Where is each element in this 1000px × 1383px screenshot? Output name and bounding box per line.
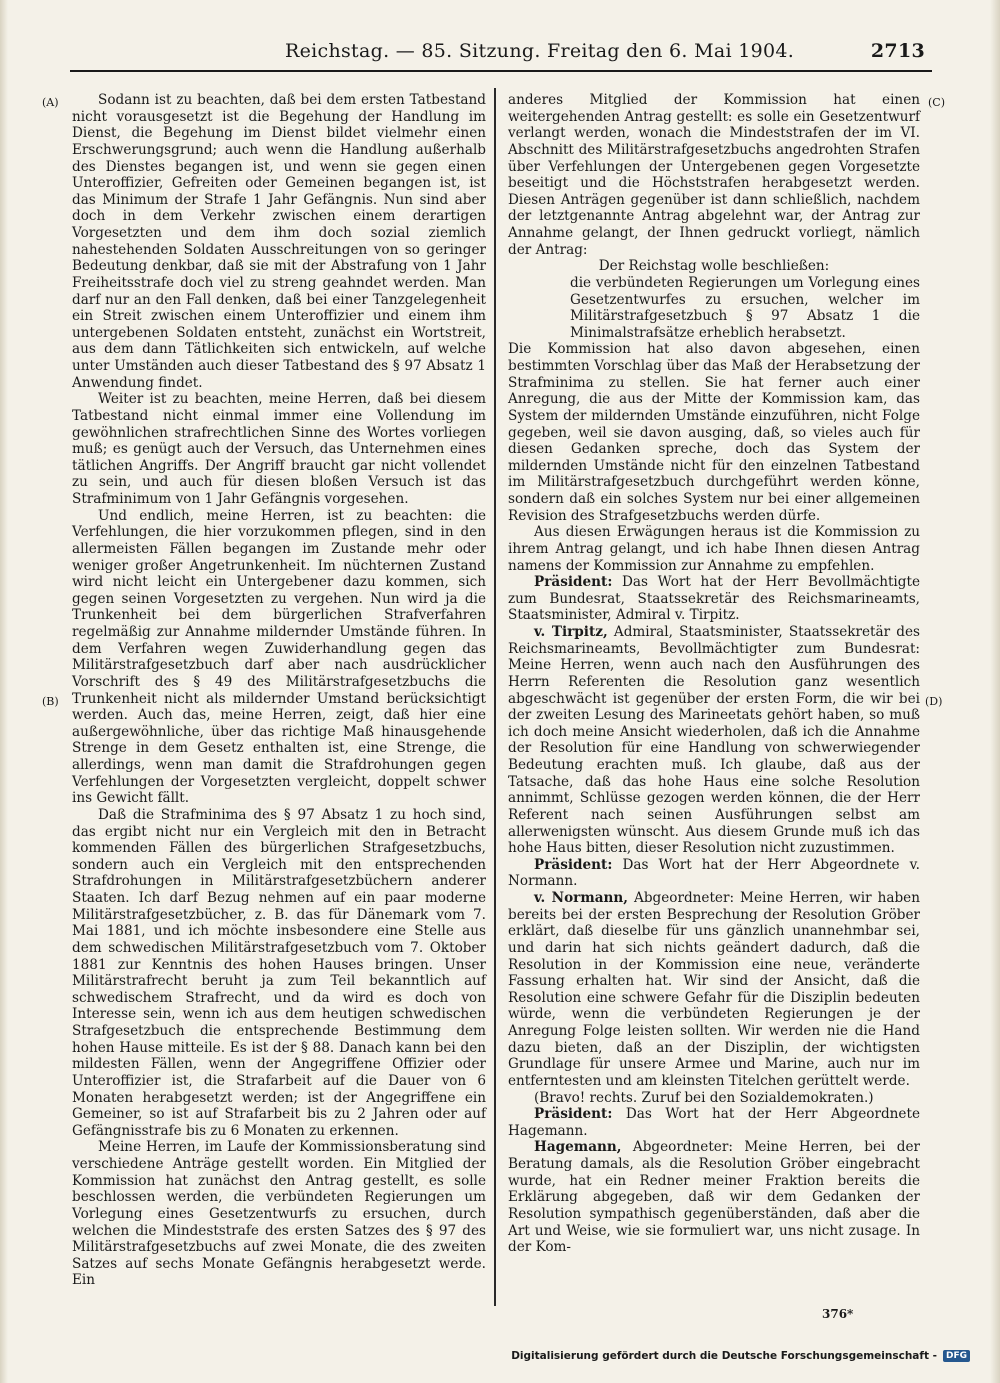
header-rule (70, 70, 932, 72)
paragraph: anderes Mitglied der Kommission hat einen weitergehenden Antrag gestellt: es solle ein Gesetzentwurf verlangt werden, wonach die Mindeststrafen der im VI. Abschnitt des Militärstrafgesetzbuchs angedrohten Strafen über Verfehlungen der Untergebenen gegen Vorgesetzte beseitigt und die Höchststrafen herabgesetzt werden. Diesen Anträgen gegenüber ist dann schließlich, nachdem der letztgenannte Antrag abgelehnt war, der Antrag zur Annahme gelangt, der Ihnen gedruckt vorliegt, nämlich der Antrag: (508, 92, 920, 258)
speaker-name: Präsident: (534, 1106, 613, 1123)
scan-edge-left (0, 0, 8, 1383)
margin-marker-c: (C) (928, 96, 945, 109)
footer (511, 1350, 970, 1362)
paragraph: Daß die Strafminima des § 97 Absatz 1 zu hoch sind, das ergibt nicht nur ein Vergleich mit den in Betracht kommenden Fällen des bürgerlichen Strafgesetzbuchs, sondern auch ein Vergleich mit den entsprechenden Strafdrohungen in Militärstrafgesetzbüchern anderer Staaten. Ich darf Bezug nehmen auf ein paar moderne Militärstrafgesetzbücher, z. B. das für Dänemark vom 7. Mai 1881, und ich möchte insbesondere eine Stelle aus dem schwedischen Militärstrafgesetzbuch vom 7. Oktober 1881 zur Kenntnis des hohen Hauses bringen. Unser Militärstrafrecht beruht ja zum Teil bekanntlich auf schwedischem Strafrecht, und da wird es doch von Interesse sein, wenn ich aus dem heutigen schwedischen Strafgesetzbuch die entsprechende Bestimmung dem hohen Hause mitteile. Es ist der § 88. Danach kann bei den mildesten Fällen, wenn der Angegriffene Offizier oder Unteroffizier ist, die Strafarbeit auf die Dauer von 6 Monaten herabgesetzt werden; ist der Angegriffene ein Gemeiner, so ist auf Strafarbeit bis zu 2 Jahren oder auf Gefängnisstrafe bis zu 6 Monaten zu erkennen. (72, 806, 486, 1139)
paragraph: Die Kommission hat also davon abgesehen, einen bestimmten Vorschlag über das Maß der Herabsetzung der Strafminima zu stellen. Sie hat ferner auch einer Anregung, die aus der Mitte der Kommission kam, das System der mildernden Umstände einzuführen, nicht Folge gegeben, weil sie davon ausging, daß, so vieles auch für diesen Gedanken spreche, doch das System der mildernden Umstände nicht für den einzelnen Tatbestand im Militärstrafgesetzbuch durchgeführt werden könne, sondern daß ein solches System nur bei einer allgemeinen Revision des Strafgesetzbuchs werden dürfe. (508, 341, 920, 524)
speech-text: Das Wort hat der Herr Abgeordnete Hagemann. (508, 1106, 920, 1139)
paragraph: Meine Herren, im Laufe der Kommissionsberatung sind verschiedene Anträge gestellt worden. Ein Mitglied der Kommission hat zunächst den Antrag gestellt, es solle beschlossen werden, die verbündeten Regierungen um Vorlegung eines Gesetzentwurfs zu ersuchen, durch welchen die Mindeststrafe des ersten Satzes des § 97 des Militärstrafgesetzbuchs auf zwei Monate, die des zweiten Satzes auf sechs Monate Gefängnis herabgesetzt werde. Ein (72, 1139, 486, 1289)
speech-text: Abgeordneter: Meine Herren, wir haben bereits bei der ersten Besprechung der Resolution Gröber erklärt, daß dieselbe für uns gänzlich unannehmbar sei, und darin hat sich nichts geändert dadurch, daß die Resolution in der Kommission eine neue, veränderte Fassung erhalten hat. Wir sind der Ansicht, daß die Resolution eine schwere Gefahr für die Disziplin bedeuten würde, wenn die verbündeten Regierungen je der Anregung Folge leisten sollten. Wir werden nie die Hand dazu bieten, daß an der Disziplin, der wichtigsten Grundlage für unsere Armee und Marine, auch nur im entferntesten und am kleinsten Titelchen gerüttelt werde. (508, 890, 920, 1089)
scan-edge-right (990, 0, 1000, 1383)
margin-marker-a: (A) (42, 96, 59, 109)
speech-paragraph (508, 1106, 920, 1139)
left-column (72, 92, 486, 1289)
speaker-name: v. Tirpitz, (534, 624, 608, 640)
paragraph: Sodann ist zu beachten, daß bei dem ersten Tatbestand nicht vorausgesetzt ist die Begehung der Handlung im Dienst, die Begehung im Dienst bildet vielmehr einen Erschwerungsgrund; auch wenn die Handlung außerhalb des Dienstes begangen ist, und wenn sie gegen einen Unteroffizier, Gefreiten oder Gemeinen begangen ist, ist das Minimum der Strafe 1 Jahr Gefängnis. Nun sind aber doch in dem Verkehr zwischen einem derartigen Vorgesetzten und dem ihm doch sozial ziemlich nahestehenden Soldaten Ausschreitungen von so geringer Bedeutung denkbar, daß sie mit der Abstrafung von 1 Jahr Freiheitsstrafe doch viel zu streng geahndet werden. Man darf nur an den Fall denken, daß bei einer Tanzgelegenheit ein Streit zwischen einem Unteroffizier und einem ihm untergebenen Soldaten entsteht, zunächst ein Wortstreit, aus dem dann Tätlichkeiten sich entwickeln, auf welche unter Umständen auch dieser Tatbestand des § 97 Absatz 1 Anwendung findet. (72, 92, 486, 391)
speech-paragraph (508, 1139, 920, 1255)
speech-text: Das Wort hat der Herr Abgeordnete v. Normann. (508, 856, 920, 890)
paragraph: Aus diesen Erwägungen heraus ist die Kommission zu ihrem Antrag gelangt, und ich habe Ihnen diesen Antrag namens der Kommission zur Annahme zu empfehlen. (508, 524, 920, 574)
speaker-name: Präsident: (534, 856, 613, 873)
speech-text: Admiral, Staatsminister, Staatssekretär des Reichsmarineamts, Bevollmächtigter zum Bundesrat: Meine Herren, wenn auch nach den Ausführungen des Herrn Referenten die Resolution ganz wesentlich abgeschwächt ist gegenüber der ersten Form, die wir bei der zweiten Lesung des Marineetats gehört haben, so muß ich doch meine Ansicht wiederholen, daß ich die Annahme der Resolution für eine Handlung von schwerwiegender Bedeutung erachten muß. Ich glaube, daß aus der Tatsache, daß das hohe Haus eine solche Resolution annimmt, Schlüsse gezogen werden können, die der Herr Referent nach seinen Ausführungen selbst am allerwenigsten wünscht. Aus diesem Grunde muß ich das hohe Haus bitten, dieser Resolution nicht zuzustimmen. (508, 624, 920, 857)
speech-paragraph (508, 857, 920, 890)
right-column (508, 92, 920, 1256)
interjection: (Bravo! rechts. Zuruf bei den Sozialdemokraten.) (534, 1089, 874, 1106)
margin-marker-b: (B) (42, 695, 59, 708)
footer-text: Digitalisierung gefördert durch die Deutsche Forschungsgemeinschaft - (511, 1350, 937, 1362)
speech-text: Das Wort hat der Herr Bevollmächtigte zum Bundesrat, Staatssekretär des Reichsmarineamts, Staatsminister, Admiral v. Tirpitz. (508, 574, 920, 624)
signature-mark: 376* (822, 1307, 854, 1321)
column-divider (494, 88, 496, 1306)
speaker-name: Hagemann, (534, 1139, 622, 1156)
speech-text: Abgeordneter: Meine Herren, bei der Beratung damals, als die Resolution Gröber eingebracht wurde, hat ein Redner meiner Fraktion bereits die Erklärung abgegeben, daß wir dem Gedanken der Resolution sympathisch gegenüberständen, daß aber die Art und Weise, wie sie formuliert war, uns nicht zusage. In der Kom- (508, 1139, 920, 1256)
margin-marker-d: (D) (925, 695, 943, 708)
running-title: Reichstag. — 85. Sitzung. Freitag den 6. Mai 1904. (285, 40, 795, 62)
paragraph: Weiter ist zu beachten, meine Herren, daß bei diesem Tatbestand nicht einmal immer eine Vollendung im gewöhnlichen strafrechtlichen Sinne des Wortes vorliegen muß; es genügt auch der Versuch, das Unternehmen eines tätlichen Angriffs. Der Angriff braucht gar nicht vollendet zu sein, und auch für diesen bloßen Versuch ist das Strafminimum von 1 Jahr Gefängnis vorgesehen. (72, 391, 486, 507)
dfg-logo: DFG (943, 1350, 970, 1362)
paragraph: Und endlich, meine Herren, ist zu beachten: die Verfehlungen, die hier vorzukommen pflegen, sind in den allermeisten Fällen begangen im Zustande mehr oder weniger großer Angetrunkenheit. Im nüchternen Zustand wird nicht leicht ein Untergebener dazu kommen, sich gegen seinen Vorgesetzten zu vergehen. Nun wird ja die Trunkenheit bei dem bürgerlichen Strafverfahren regelmäßig zur Annahme mildernder Umstände führen. In dem Verfahren wegen Zuwiderhandlung gegen das Militärstrafgesetzbuch darf aber nach ausdrücklicher Vorschrift des § 49 des Militärstrafgesetzbuchs die Trunkenheit nicht als mildernder Umstand berücksichtigt werden. Auch das, meine Herren, zeigt, daß hier eine außergewöhnliche, über das richtige Maß hinausgehende Strenge in dem Gesetz enthalten ist, eine Strenge, die allerdings, wenn man damit die Strafdrohungen gegen Verfehlungen der Vorgesetzten vergleicht, doppelt schwer ins Gewicht fällt. (72, 507, 486, 807)
page-number: 2713 (870, 40, 925, 62)
speech-paragraph (508, 890, 920, 1090)
running-header (285, 40, 925, 62)
speech-paragraph (508, 574, 920, 624)
speaker-name: v. Normann, (534, 890, 629, 906)
resolution-text: die verbündeten Regierungen um Vorlegung eines Gesetzentwurfes zu ersuchen, welcher im Militärstrafgesetzbuch § 97 Absatz 1 die Minimalstrafsätze erheblich herabsetzt. (570, 274, 920, 341)
resolution-intro: Der Reichstag wolle beschließen: (598, 258, 830, 275)
speech-paragraph (508, 624, 920, 857)
speaker-name: Präsident: (534, 574, 613, 591)
